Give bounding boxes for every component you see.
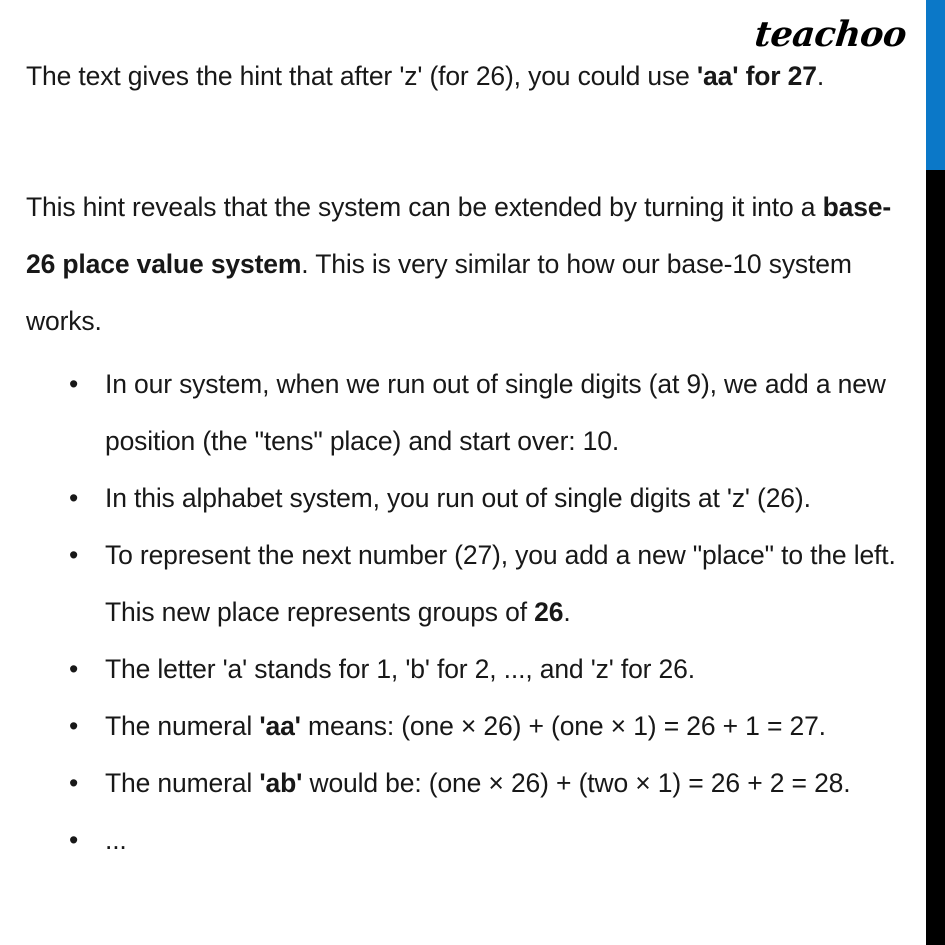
list-item-text xyxy=(105,470,920,527)
explanation-bullet-list xyxy=(26,356,920,869)
list-item xyxy=(26,812,920,869)
paragraph-1-bold: 'aa' for 27 xyxy=(696,61,817,91)
blue-accent-bar xyxy=(926,0,945,170)
list-item xyxy=(26,698,920,755)
list-item xyxy=(26,470,920,527)
bullet-icon: • xyxy=(69,369,79,399)
bullet-icon: • xyxy=(69,483,79,513)
bullet-2-bold: 26 xyxy=(534,597,564,627)
paragraph-2-bold: base-26 place value system xyxy=(26,192,892,279)
list-item-text xyxy=(105,698,920,755)
bullet-icon: • xyxy=(69,711,79,741)
bullet-4-prefix: The numeral xyxy=(105,711,260,741)
teachoo-logo: teachoo xyxy=(752,14,909,55)
paragraph-1-suffix: . xyxy=(816,61,825,91)
paragraph-base26 xyxy=(26,179,920,350)
bullet-icon: • xyxy=(69,540,79,570)
bullet-6-prefix: ... xyxy=(105,825,127,855)
list-item xyxy=(26,356,920,470)
bullet-5-suffix: would be: (one × 26) + (two × 1) = 26 + 2 = 28. xyxy=(302,768,851,798)
paragraph-hint xyxy=(26,48,920,105)
bullet-icon: • xyxy=(69,768,79,798)
paragraph-1-prefix: The text gives the hint that after 'z' (for 26), you could use xyxy=(26,61,697,91)
paragraph-2-prefix: This hint reveals that the system can be extended by turning it into a xyxy=(26,192,823,222)
list-item xyxy=(26,527,920,641)
right-edge-decoration xyxy=(926,0,945,945)
list-item-text xyxy=(105,755,920,812)
bullet-1-prefix: In this alphabet system, you run out of single digits at 'z' (26). xyxy=(105,483,811,513)
list-item xyxy=(26,641,920,698)
list-item-text xyxy=(105,527,920,641)
black-accent-bar xyxy=(926,170,945,945)
bullet-2-prefix: To represent the next number (27), you add a new "place" to the left. This new place represents groups of xyxy=(105,540,896,627)
list-item xyxy=(26,755,920,812)
list-item-text xyxy=(105,356,920,470)
bullet-5-bold: 'ab' xyxy=(259,768,303,798)
bullet-5-prefix: The numeral xyxy=(105,768,260,798)
paragraph-2-suffix: . This is very similar to how our base-10 system works. xyxy=(26,249,852,336)
bullet-3-prefix: The letter 'a' stands for 1, 'b' for 2, ..., and 'z' for 26. xyxy=(105,654,695,684)
list-item-text xyxy=(105,812,920,869)
bullet-icon: • xyxy=(69,654,79,684)
bullet-0-prefix: In our system, when we run out of single digits (at 9), we add a new position (the "tens" place) and start over: 10. xyxy=(105,369,886,456)
bullet-4-bold: 'aa' xyxy=(259,711,301,741)
brand-header xyxy=(26,0,920,55)
list-item-text xyxy=(105,641,920,698)
bullet-icon: • xyxy=(69,825,79,855)
bullet-4-suffix: means: (one × 26) + (one × 1) = 26 + 1 = 27. xyxy=(300,711,826,741)
bullet-2-suffix: . xyxy=(563,597,571,627)
